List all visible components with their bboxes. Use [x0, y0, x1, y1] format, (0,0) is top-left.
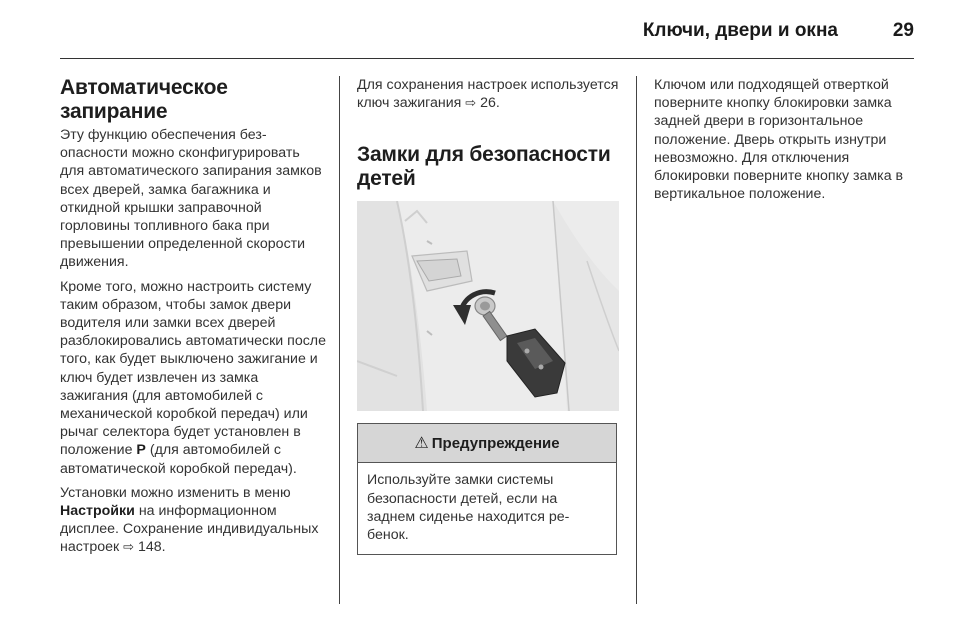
- warning-text: Используйте замки системы безопасности детей, если на заднем сиденье находится ребенок.: [367, 472, 570, 544]
- chapter-title: Ключи, двери и окна: [642, 20, 838, 41]
- paragraph-text: Кроме того, можно настроить систему таким образом, чтобы замок двери водителя или замки всех дверей разблокировались автоматически после того, как будет выключено зажигание и ключ будет извлечен из замка зажигания (для автомобилей с механической коробкой передач) или рычаг селектора будет установлен в положение: [60, 278, 326, 459]
- child-lock-illustration: [357, 201, 619, 411]
- title-line-2: запирание: [60, 100, 168, 123]
- page-reference-link[interactable]: 26.: [480, 95, 500, 112]
- gear-position-p: P: [136, 442, 146, 459]
- column-auto-lock: [60, 76, 326, 563]
- title-line-1: Замки для безопасности: [357, 143, 611, 167]
- title-line-2: детей: [357, 167, 416, 191]
- reference-arrow-icon: ⇨: [465, 95, 477, 111]
- header-rule: [60, 58, 914, 59]
- paragraph-settings: [60, 484, 326, 557]
- paragraph-text: на информационном дисплее. Сохранение индивидуальных настроек: [60, 503, 319, 556]
- settings-menu-name: Настройки: [60, 503, 135, 520]
- title-line-1: Автоматическое: [60, 76, 228, 99]
- paragraph-text: Для сохранения настроек используется ключ зажигания: [357, 77, 619, 112]
- column-child-locks: [357, 76, 622, 555]
- warning-triangle-icon: ⚠: [414, 435, 429, 453]
- section-title-auto-lock: [60, 76, 326, 124]
- warning-box: [357, 423, 617, 555]
- column-child-lock-instructions: [654, 76, 914, 209]
- column-divider-1: [339, 76, 340, 604]
- column-divider-2: [636, 76, 637, 604]
- section-title-child-locks: [357, 143, 622, 191]
- warning-label: Предупреждение: [431, 434, 560, 452]
- paragraph-auto-unlock: [60, 278, 326, 478]
- page-reference-link[interactable]: 148.: [138, 539, 166, 556]
- paragraph-auto-lock-intro: Эту функцию обеспечения безопасности можно сконфигурировать для автоматического запирания замков всех дверей, замка багажника и откидной крышки заправочной горловины топливного бака при превышении определенной скорости движения.: [60, 127, 322, 271]
- page-number: 29: [892, 20, 914, 41]
- paragraph-key-settings: [357, 76, 622, 112]
- reference-arrow-icon: ⇨: [123, 539, 135, 555]
- paragraph-text: (для автомобилей с автоматической коробкой передач).: [60, 442, 297, 477]
- paragraph-child-lock-instructions: Ключом или подходящей отверткой поверните кнопку блокировки замка задней двери в горизонтальное положение. Дверь открыть изнутри невозможно. Для отключения блокировки поверните кнопку замка в вертикальное положение.: [654, 77, 904, 203]
- warning-header: [358, 424, 616, 463]
- door-lock-drawing: [357, 201, 619, 411]
- paragraph-text: Установки можно изменить в меню: [60, 484, 291, 501]
- page-header: [0, 0, 954, 60]
